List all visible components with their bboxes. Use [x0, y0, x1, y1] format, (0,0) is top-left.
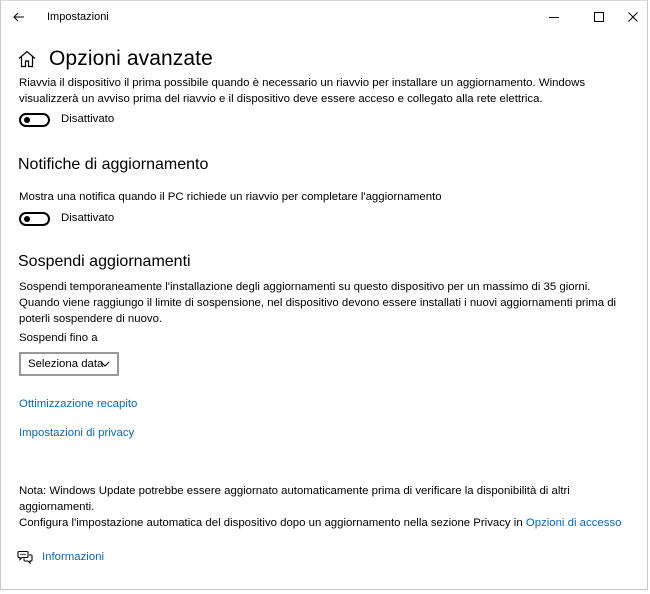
pause-until-label: Sospendi fino a	[19, 332, 98, 344]
pause-heading: Sospendi aggiornamenti	[18, 253, 191, 270]
page-title: Opzioni avanzate	[49, 47, 213, 70]
dropdown-value: Seleziona data	[28, 358, 104, 370]
maximize-icon	[594, 12, 604, 22]
privacy-settings-link[interactable]: Impostazioni di privacy	[19, 427, 135, 439]
restart-toggle-state: Disattivato	[61, 113, 115, 125]
restart-description: Riavvia il dispositivo il prima possibile quando è necessario un riavvio per installare un aggiornamento. Windows visualizzerà un avviso prima del riavvio e il dispositivo deve essere acceso e collegato alla rete elettrica.	[19, 77, 586, 105]
access-options-link[interactable]: Opzioni di accesso	[525, 517, 622, 529]
title-bar	[1, 1, 649, 33]
info-link-row[interactable]	[17, 550, 104, 564]
toggle-knob	[24, 117, 30, 123]
notifications-description: Mostra una notifica quando il PC richiede un riavvio per completare l'aggiornamento	[19, 191, 442, 203]
close-button[interactable]	[618, 5, 648, 29]
window-title: Impostazioni	[47, 11, 109, 23]
page-header	[17, 47, 213, 71]
close-icon	[628, 12, 638, 22]
minimize-icon	[549, 12, 559, 22]
home-icon	[17, 49, 37, 69]
notifications-heading: Notifiche di aggiornamento	[18, 156, 209, 173]
restart-toggle[interactable]	[19, 113, 50, 127]
back-button[interactable]	[7, 5, 31, 29]
configure-text: Configura l'impostazione automatica del dispositivo dopo un aggiornamento nella sezione Privacy in	[19, 517, 526, 529]
maximize-button[interactable]	[584, 5, 614, 29]
delivery-optimization-link[interactable]: Ottimizzazione recapito	[19, 398, 138, 410]
configure-note	[19, 515, 629, 531]
pause-description: Sospendi temporaneamente l'installazione degli aggiornamenti su questo dispositivo per un massimo di 35 giorni. Quando viene raggiungo il limite di sospensione, nel dispositivo devono essere installati i nuovi aggiornamenti prima di poterli sospendere di nuovo.	[19, 281, 617, 325]
update-note: Nota: Windows Update potrebbe essere aggiornato automaticamente prima di verificare la disponibilità di altri aggiornamenti.	[19, 485, 570, 513]
notifications-toggle-state: Disattivato	[61, 212, 115, 224]
notifications-toggle[interactable]	[19, 212, 50, 226]
pause-date-dropdown[interactable]	[19, 352, 119, 376]
back-arrow-icon	[13, 12, 25, 22]
chevron-down-icon	[100, 360, 110, 368]
chat-help-icon	[17, 550, 33, 564]
toggle-knob	[24, 216, 30, 222]
info-link[interactable]: Informazioni	[42, 551, 105, 563]
minimize-button[interactable]	[539, 5, 569, 29]
